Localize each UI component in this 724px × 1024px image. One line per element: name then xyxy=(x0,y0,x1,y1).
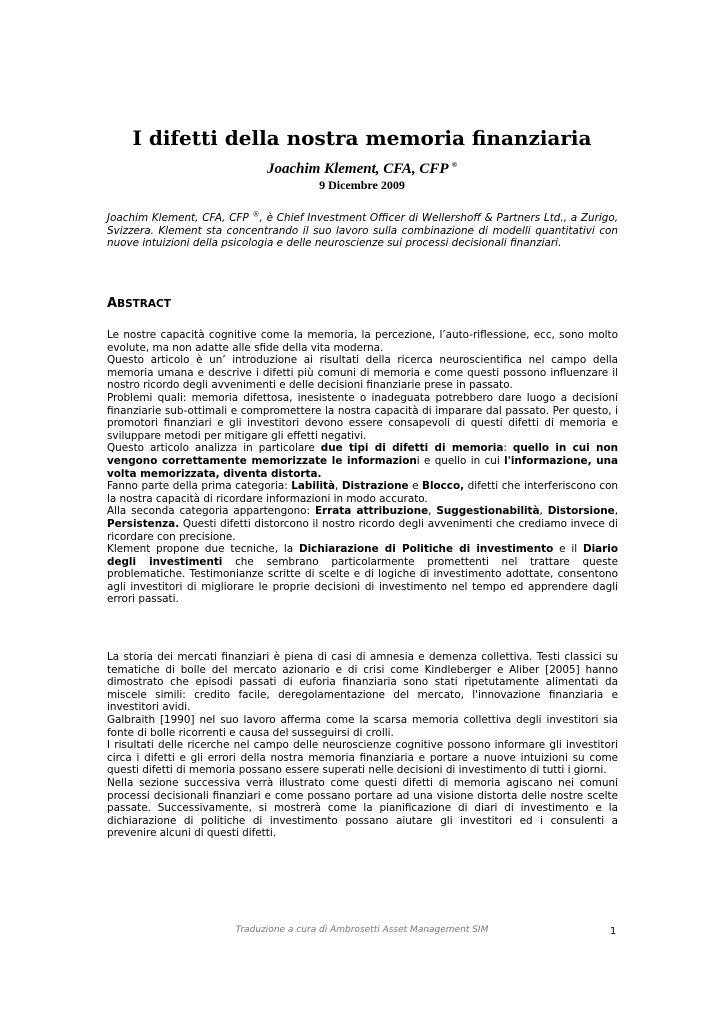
document-date: 9 Dicembre 2009 xyxy=(319,178,405,192)
abstract-heading-rest: BSTRACT xyxy=(117,298,171,310)
abstract-heading xyxy=(107,296,171,312)
bio-text: , è Chief Investment Officer di Wellershoff & Partners Ltd., a Zurigo, Svizzera. Klement sta concentrando il suo lavoro sulla combinazione di modelli quantitativi con nuove intuizioni della psicologia e delle neuroscienze sui processi decisionali finanziari. xyxy=(107,212,618,250)
body-paragraph: La storia dei mercati finanziari è piena di casi di amnesia e demenza collettiva. Testi classici su tematiche di bolle del mercato azionario e di crisi come Kindleberger e Aliber [2005] hanno dimostrato che episodi passati di euforia finanziaria sono stati ripetutamente alimentati da miscele simili: credito facile, deregolamentazione del mercato, l'innovazione finanziaria e investitori avidi. xyxy=(107,651,618,714)
abstract-paragraph: Alla seconda categoria appartengono: Errata attribuzione, Suggestionabilità, Distorsione, Persistenza. Questi difetti distorcono il nostro ricordo degli avvenimenti che crediamo invece di ricordare con precisione. xyxy=(107,505,618,543)
body-paragraph: I risultati delle ricerche nel campo delle neuroscienze cognitive possono informare gli investitori circa i difetti e gli errori della nostra memoria finanziaria e portare a nuove intuizioni su come questi difetti di memoria possano essere superati nelle decisioni di investimento di tutti i giorni. xyxy=(107,739,618,777)
abstract-heading-initial: A xyxy=(107,296,118,311)
author-bio xyxy=(107,212,618,250)
author-line xyxy=(0,160,724,178)
abstract-body xyxy=(107,329,618,606)
body-paragraph: Nella sezione successiva verrà illustrato come questi difetti di memoria agiscano nei comuni processi decisionali finanziari e come possano portare ad una visione distorta delle nostre scelte passate. Successivamente, si mostrerà come la pianificazione di diari di investimento e la dichiarazione di politiche di investimento possano aiutare gli investitori ed i consulenti a prevenire alcuni di questi difetti. xyxy=(107,776,618,840)
body-paragraph: Galbraith [1990] nel suo lavoro afferma come la scarsa memoria collettiva degli investitori sia fonte di bolle ricorrenti e causa del susseguirsi di crolli. xyxy=(107,713,618,739)
abstract-paragraph: Klement propone due tecniche, la Dichiarazione di Politiche di investimento e il Diario degli investimenti che sembrano particolarmente promettenti nel trattare queste problematiche. Testimonianze scritte di scelte e di logiche di investimento adottate, consentono agli investitori di migliorare le proprie decisioni di investimento nel tempo ed apprendere dagli errori passati. xyxy=(107,543,619,606)
page-number: 1 xyxy=(610,926,617,937)
main-body xyxy=(107,651,618,840)
abstract-paragraph: Fanno parte della prima categoria: Labilità, Distrazione e Blocco, difetti che interferiscono con la nostra capacità di ricordare informazioni in modo accurato. xyxy=(107,480,619,505)
abstract-paragraph: Le nostre capacità cognitive come la memoria, la percezione, l’auto-riflessione, ecc, sono molto evolute, ma non adatte alle sfide della vita moderna. xyxy=(107,329,618,354)
bio-name: Joachim Klement, CFA, CFP xyxy=(107,212,249,224)
bio-registered-mark: ® xyxy=(252,210,260,219)
footer-credit: Traduzione a cura di Ambrosetti Asset Management SIM xyxy=(235,925,489,935)
abstract-paragraph: Questo articolo è un’ introduzione ai risultati della ricerca neuroscientifica nel campo della memoria umana e descrive i difetti più comuni di memoria e come questi possono influenzare il nostro ricordo degli avvenimenti e delle decisioni finanziarie prese in passato. xyxy=(107,354,618,392)
registered-mark: ® xyxy=(451,161,457,169)
abstract-paragraph: Questo articolo analizza in particolare due tipi di difetti di memoria: quello in cui non vengono correttamente memorizzate le informazioni e quello in cui l'informazione, una volta memorizzata, diventa distorta. xyxy=(107,442,618,480)
document-title: I difetti della nostra memoria finanziaria xyxy=(132,126,592,150)
author-name: Joachim Klement, CFA, CFP xyxy=(267,161,449,177)
abstract-paragraph: Problemi quali: memoria difettosa, inesistente o inadeguata potrebbero dare luogo a decisioni finanziarie sub-ottimali e compromettere la nostra capacità di imparare dal passato. Per questo, i promotori finanziari e gli investitori devono essere consapevoli di questi difetti di memoria e sviluppare metodi per mitigare gli effetti negativi. xyxy=(107,391,618,442)
